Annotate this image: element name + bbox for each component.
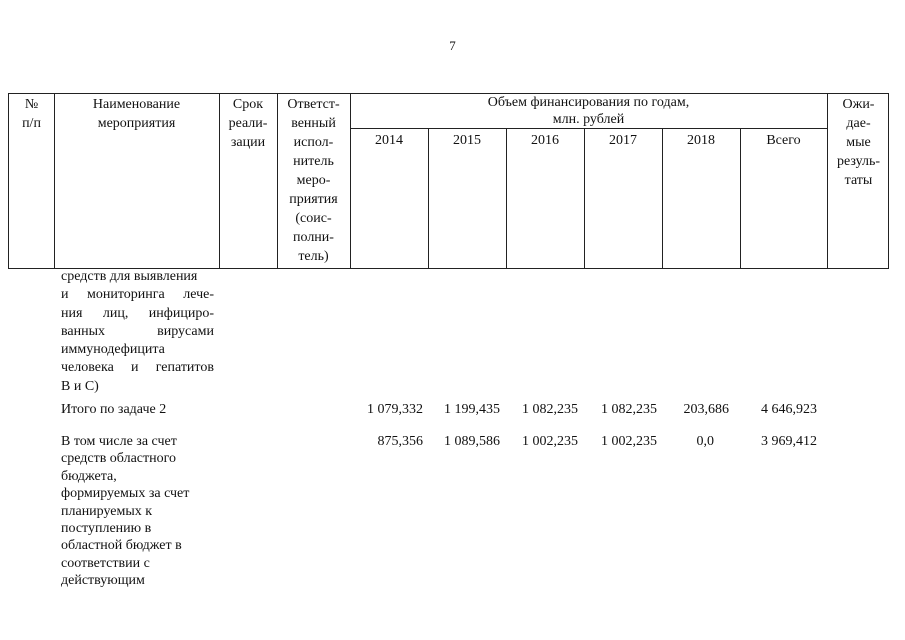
row-label: Итого по задаче 2 <box>61 402 167 417</box>
header-year: 2014 <box>375 133 403 148</box>
table-cell: 1 079,332 <box>367 402 423 417</box>
table-cell: 1 089,586 <box>444 434 500 449</box>
header-result: Ожи- дае- мые резуль- таты <box>836 97 881 188</box>
table-cell: 1 002,235 <box>601 434 657 449</box>
table-cell: 1 199,435 <box>444 402 500 417</box>
table-cell: 1 002,235 <box>522 434 578 449</box>
table-cell: 1 082,235 <box>522 402 578 417</box>
continuation-text: средств для выявления и мониторинга лече- ния лиц, инфициро- ванных вирусами иммунодефицита человека и гепатитов В и С) <box>61 269 214 394</box>
header-name: Наименование мероприятия <box>92 97 181 131</box>
header-funding: Объем финансирования по годам, млн. рублей <box>487 95 690 127</box>
table-cell: 875,356 <box>377 434 423 449</box>
table-header <box>8 93 889 269</box>
table-cell: 4 646,923 <box>761 402 817 417</box>
row-label: В том числе за счет средств областного бюджета, формируемых за счет планируемых к поступлению в областной бюджет в соответствии с действующим <box>61 434 190 589</box>
header-year: 2018 <box>687 133 715 148</box>
header-total: Всего <box>766 133 801 148</box>
header-year: 2016 <box>531 133 559 148</box>
header-num: № п/п <box>22 97 41 131</box>
header-year: 2017 <box>609 133 637 148</box>
table-cell: 203,686 <box>683 402 729 417</box>
table-cell: 0,0 <box>696 434 714 449</box>
header-year: 2015 <box>453 133 481 148</box>
page-number: 7 <box>449 38 456 53</box>
table-cell: 1 082,235 <box>601 402 657 417</box>
header-term: Срок реали- зации <box>228 97 268 150</box>
table-cell: 3 969,412 <box>761 434 817 449</box>
header-responsible: Ответст- венный испол- нитель меро- приятия (соис- полни- тель) <box>287 97 340 264</box>
